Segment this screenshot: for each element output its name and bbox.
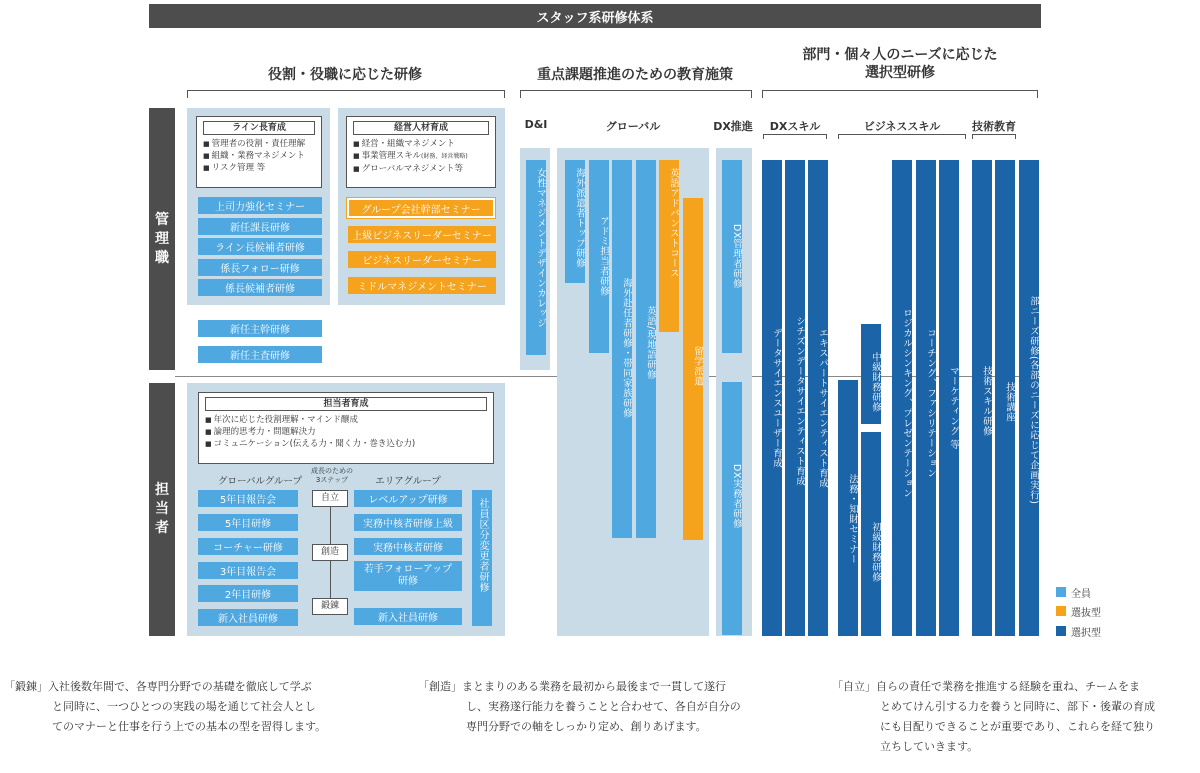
row-char: 職 xyxy=(155,249,169,266)
note-line: にも目配りできることが重要であり、これらを経て独り xyxy=(880,720,1155,733)
bar-label: 英語アドバンストコース xyxy=(668,168,679,278)
note-line: 立ちしていきます。 xyxy=(880,740,979,753)
course-button[interactable]: レベルアップ研修 xyxy=(354,490,462,507)
bar-label: 技術講座 xyxy=(1004,382,1015,422)
course-button[interactable]: ライン長候補者研修 xyxy=(198,238,322,255)
bar-label: 法務・知財セミナー xyxy=(847,474,858,564)
steps-title: 成長のための 3ステップ xyxy=(311,467,353,484)
course-bar[interactable] xyxy=(939,160,959,636)
course-button[interactable]: 実務中核者研修上級 xyxy=(354,514,462,531)
note-line: 専門分野での軸をしっかり定め、創りあげます。 xyxy=(466,720,707,733)
legend-label-choice: 選択型 xyxy=(1071,628,1101,639)
course-button[interactable]: グループ会社幹部セミナー xyxy=(346,197,496,219)
bar-label: DX実務者研修 xyxy=(731,464,742,529)
course-button[interactable]: コーチャー研修 xyxy=(198,538,298,555)
course-bar[interactable] xyxy=(916,160,936,636)
bullet-text: 事業管理スキル xyxy=(361,151,422,161)
note-line: 「鍛錬」入社後数年間で、各専門分野での基礎を徹底して学ぶ xyxy=(4,680,312,693)
bar-label: DX管理者研修 xyxy=(731,224,742,289)
bar-label: マーケティング 等 xyxy=(948,366,959,450)
course-bar[interactable] xyxy=(808,160,828,636)
row-char: 者 xyxy=(155,520,169,536)
box-exec xyxy=(346,116,496,188)
course-bar[interactable] xyxy=(972,160,992,636)
note-jiritsu xyxy=(832,677,1198,757)
global-group-label: グローバルグループ xyxy=(217,476,303,487)
col-head-tech: 技術教育 xyxy=(972,120,1016,133)
bracket-priority xyxy=(520,90,752,98)
course-button[interactable]: 新入社員研修 xyxy=(354,608,462,625)
bar-label: 初級財務研修 xyxy=(870,522,881,582)
legend-label-all: 全員 xyxy=(1071,589,1091,600)
step-souzou: 創造 xyxy=(312,544,348,561)
course-button[interactable]: 上司力強化セミナー xyxy=(198,197,322,214)
bullet: ■ 組織・業務マネジメント xyxy=(203,150,315,162)
group-title-role: 役割・役職に応じた研修 xyxy=(268,67,422,83)
legend-label-select: 選抜型 xyxy=(1071,608,1101,619)
course-button[interactable]: 2年目研修 xyxy=(198,585,298,602)
area-group-label: エリアグループ xyxy=(375,476,441,487)
course-bar[interactable] xyxy=(762,160,782,636)
course-bar[interactable] xyxy=(995,160,1015,636)
course-button[interactable]: 係長候補者研修 xyxy=(198,279,322,296)
bar-label: 社員区分変更者研修 xyxy=(477,498,488,593)
course-button[interactable]: 実務中核者研修 xyxy=(354,538,462,555)
bullet: ■ リスク管理 等 xyxy=(203,162,315,174)
bar-label: 技術スキル研修 xyxy=(981,366,992,436)
bar-label: 英語/現地語研修 xyxy=(645,306,656,380)
course-bar[interactable] xyxy=(785,160,805,636)
box-title: ライン長育成 xyxy=(203,121,315,135)
bullet: ■ 論理的思考力・問題解決力 xyxy=(205,426,487,438)
note-line: 「創造」まとまりのある業務を最初から最後まで一貫して遂行 xyxy=(418,680,726,693)
legend-swatch-all xyxy=(1056,587,1066,597)
course-bar[interactable] xyxy=(838,380,858,636)
course-bar[interactable] xyxy=(636,160,656,538)
course-bar[interactable] xyxy=(612,160,632,538)
course-button[interactable]: 3年目報告会 xyxy=(198,562,298,579)
bar-label: ロジカルシンキング、プレゼンテーション xyxy=(901,308,912,498)
note-line: し、実務遂行能力を養うことと合わせて、各自が自分の xyxy=(466,700,741,713)
bullet: ■ グローバルマネジメント等 xyxy=(353,163,489,175)
course-button[interactable]: 上級ビジネスリーダーセミナー xyxy=(348,226,496,243)
course-bar[interactable] xyxy=(1019,160,1039,636)
note-souzou xyxy=(418,677,798,737)
box-title: 経営人材育成 xyxy=(353,121,489,135)
course-button[interactable]: 5年目報告会 xyxy=(198,490,298,507)
col-head-dxskill: DXスキル xyxy=(769,120,821,133)
bar-label: 女性マネジメントデザインカレッジ xyxy=(535,168,546,328)
bar-label: シチズンデータサイエンティスト育成 xyxy=(794,316,805,486)
step-tanren: 鍛錬 xyxy=(312,598,348,615)
bar-label: 海外赴任者研修・帯同家族研修 xyxy=(621,278,632,418)
course-button[interactable]: ビジネスリーダーセミナー xyxy=(348,251,496,268)
bullet xyxy=(353,150,489,163)
bracket-needs xyxy=(762,90,1038,98)
bar-label: アドミ担当者研修 xyxy=(598,216,609,296)
note-tanren xyxy=(4,677,394,737)
bullet: ■ 経営・組織マネジメント xyxy=(353,138,489,150)
row-char: 管 xyxy=(155,211,169,228)
col-head-biz: ビジネススキル xyxy=(863,120,941,133)
bracket-dxskill xyxy=(763,134,827,139)
row-char: 理 xyxy=(155,230,169,247)
bracket-role xyxy=(187,90,505,98)
note-line: と同時に、一つひとつの実践の場を通じて社会人とし xyxy=(52,700,316,713)
col-head-di: D&I xyxy=(524,118,548,131)
bracket-biz xyxy=(838,134,966,139)
bullet-note: (財務、経営戦略) xyxy=(421,153,468,160)
step-jiritsu: 自立 xyxy=(312,490,348,507)
col-head-global: グローバル xyxy=(605,120,661,133)
course-button[interactable]: 新任主幹研修 xyxy=(198,320,322,337)
legend-swatch-select xyxy=(1056,606,1066,616)
course-bar[interactable] xyxy=(892,160,912,636)
bullet: ■ 管理者の役割・責任理解 xyxy=(203,138,315,150)
course-bar[interactable] xyxy=(565,160,585,283)
row-char: 当 xyxy=(155,501,169,517)
group-title-needs-1: 部門・個々人のニーズに応じた xyxy=(802,47,998,63)
course-bar[interactable] xyxy=(472,490,492,626)
row-band-manager xyxy=(149,108,175,370)
group-title-needs-2: 選択型研修 xyxy=(865,65,935,81)
course-bar[interactable] xyxy=(722,160,742,353)
bracket-tech xyxy=(972,134,1016,139)
course-button[interactable]: ミドルマネジメントセミナー xyxy=(348,277,496,294)
bar-label: コーチング、ファシリテーション xyxy=(925,328,936,478)
note-line: てのマナーと仕事を行う上での基本の型を習得します。 xyxy=(52,720,327,733)
bar-label: 中級財務研修 xyxy=(870,352,881,412)
bar-label: エキスパートサイエンティスト育成 xyxy=(817,328,828,488)
row-char: 担 xyxy=(155,482,169,498)
row-band-staff xyxy=(149,383,175,636)
course-bar[interactable] xyxy=(861,324,881,424)
note-line: 「自立」自らの責任で業務を推進する経験を重ね、チームをま xyxy=(832,680,1140,693)
box-tantou xyxy=(198,392,494,464)
course-bar[interactable] xyxy=(861,432,881,636)
bar-label: 留学派遣 xyxy=(692,346,703,386)
legend-swatch-choice xyxy=(1056,626,1066,636)
course-button[interactable]: 5年目研修 xyxy=(198,514,298,531)
course-bar[interactable] xyxy=(589,160,609,353)
col-head-dx: DX推進 xyxy=(713,120,753,133)
bar-label: 海外派遣者トップ研修 xyxy=(574,168,585,268)
course-bar[interactable] xyxy=(526,160,546,355)
course-button[interactable]: 新任課長研修 xyxy=(198,218,322,235)
box-title: 担当者育成 xyxy=(205,397,487,411)
bar-label: 部ニーズ研修(各部のニーズに応じて企画実行) xyxy=(1028,296,1039,505)
bullet: ■ コミュニケーション(伝える力・聞く力・巻き込む力) xyxy=(205,438,487,450)
note-line: とめてけん引する力を養うと同時に、部下・後輩の育成 xyxy=(880,700,1155,713)
course-bar[interactable] xyxy=(683,198,703,540)
page-title: スタッフ系研修体系 xyxy=(149,4,1041,28)
course-button[interactable]: 新入社員研修 xyxy=(198,609,298,626)
course-button[interactable]: 新任主査研修 xyxy=(198,346,322,363)
course-button[interactable]: 若手フォローアップ 研修 xyxy=(354,561,462,591)
bar-label: データサイエンスユーザー育成 xyxy=(771,328,782,468)
box-line-leader xyxy=(196,116,322,188)
course-button[interactable]: 係長フォロー研修 xyxy=(198,259,322,276)
bullet: ■ 年次に応じた役割理解・マインド醸成 xyxy=(205,414,487,426)
course-bar[interactable] xyxy=(722,382,742,635)
course-bar[interactable] xyxy=(659,160,679,332)
group-title-priority: 重点課題推進のための教育施策 xyxy=(537,67,733,83)
